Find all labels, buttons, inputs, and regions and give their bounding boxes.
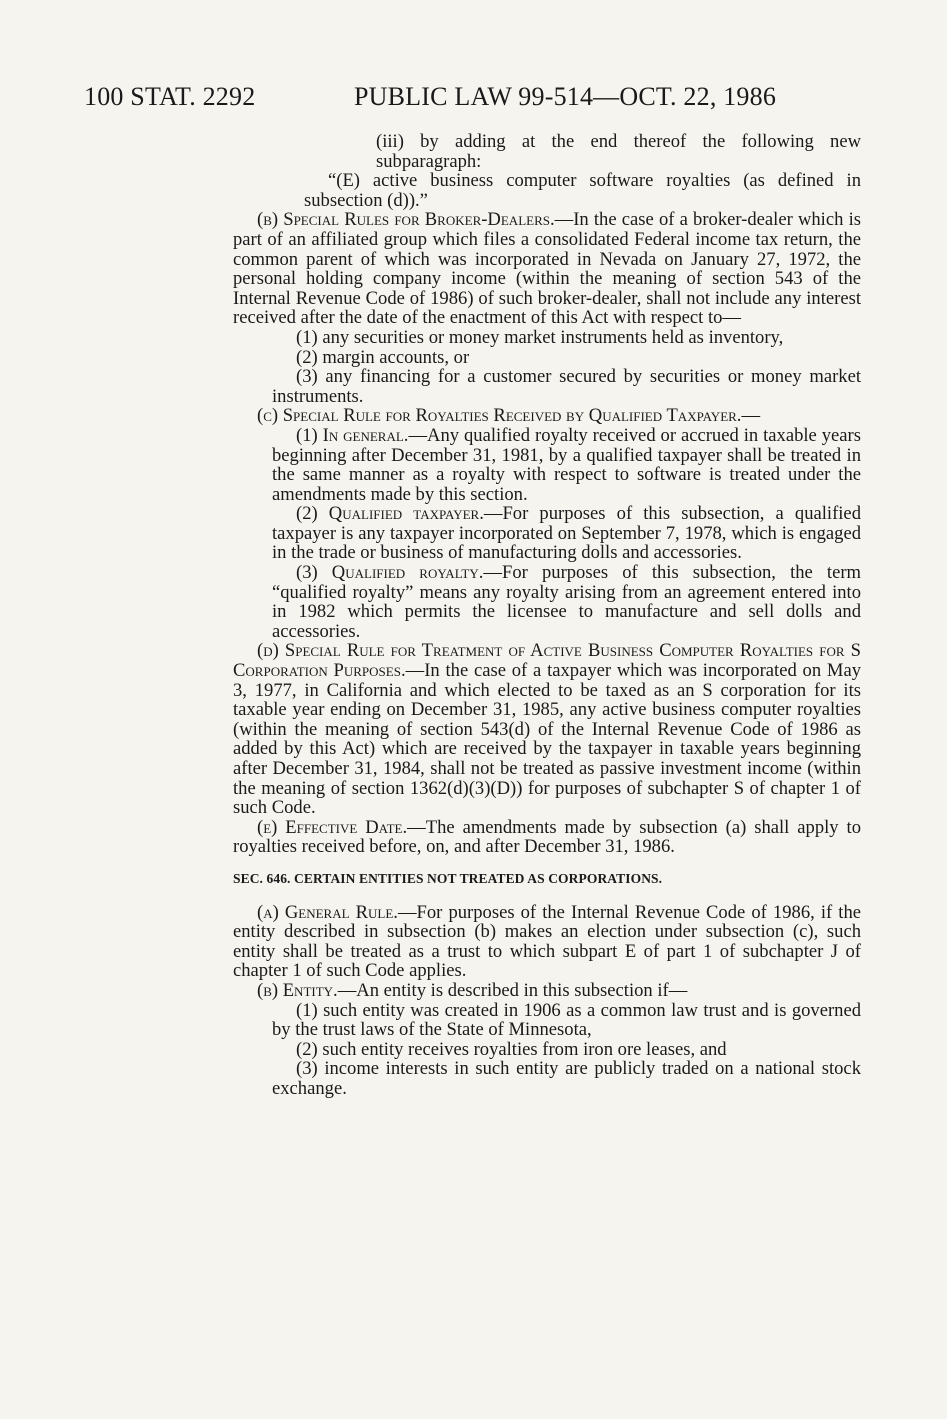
section-646-a-heading: (a) General Rule. <box>257 901 398 923</box>
subsection-c-1: (1) In general.—Any qualified royalty received or accrued in taxable years beginning after December 31, 1981, by a qualified taxpayer shall be treated in the same manner as a royalty with respect to software is treated under the amendments made by this section. <box>272 424 861 505</box>
subsection-b-2: (2) margin accounts, or <box>296 346 470 368</box>
section-646-b-1: (1) such entity was created in 1906 as a common law trust and is governed by the trust laws of the State of Minnesota, <box>272 999 861 1041</box>
subsection-c-heading: (c) Special Rule for Royalties Received by Qualified Taxpayer. <box>257 405 742 427</box>
clause-iii: (iii) by adding at the end thereof the following new subparagraph: <box>376 131 861 172</box>
law-title: PUBLIC LAW 99-514—OCT. 22, 1986 <box>354 82 777 111</box>
subsection-d: (d) Special Rule for Treatment of Active Business Computer Royalties for S Corporation Purposes.—In the case of a taxpayer which was incorporated on May 3, 1977, in California and which elected to be taxed as an S corporation for its taxable year ending on December 31, 1985, any active business computer royalties (within the meaning of section 543(d) of the Internal Revenue Code of 1986 as added by this Act) which are received by the taxpayer in taxable years beginning after December 31, 1984, shall not be treated as passive investment income (within the meaning of section 1362(d)(3)(D)) for purposes of subchapter S of chapter 1 of such Code. <box>233 640 861 819</box>
document-body <box>233 132 861 1099</box>
subsection-d-heading: (d) Special Rule for Treatment of Active Business Computer Royalties for S Corporation Purposes. <box>233 640 861 682</box>
subsection-c-3: (3) Qualified royalty.—For purposes of this subsection, the term “qualified royalty” means any royalty arising from an agreement entered into in 1982 which permits the licensee to manufacture and sell dolls and accessories. <box>272 562 861 642</box>
subsection-c: (c) Special Rule for Royalties Received by Qualified Taxpayer.— <box>257 405 761 427</box>
section-646-heading: SEC. 646. CERTAIN ENTITIES NOT TREATED AS CORPORATIONS. <box>233 870 663 886</box>
subsection-c-2: (2) Qualified taxpayer.—For purposes of this subsection, a qualified taxpayer is any taxpayer incorporated on September 7, 1978, which is engaged in the trade or business of manufacturing dolls and accessories. <box>272 503 861 564</box>
stat-citation: 100 STAT. 2292 <box>84 82 256 111</box>
subsection-b-1: (1) any securities or money market instruments held as inventory, <box>296 326 784 348</box>
subsection-b-3: (3) any financing for a customer secured by securities or money market instruments. <box>272 366 861 407</box>
subsection-b: (b) Special Rules for Broker-Dealers.—In the case of a broker-dealer which is part of an affiliated group which files a consolidated Federal income tax return, the common parent of which was incorporated in Nevada on January 27, 1972, the personal holding company income (within the meaning of section 543 of the Internal Revenue Code of 1986) of such broker-dealer, shall not include any interest received after the date of the enactment of this Act with respect to— <box>233 209 861 329</box>
subparagraph-E: “(E) active business computer software royalties (as defined in subsection (d)).” <box>304 170 861 211</box>
section-646-b: (b) Entity.—An entity is described in this subsection if— <box>257 979 688 1001</box>
subsection-c-3-heading: (3) Qualified royalty. <box>296 562 484 584</box>
subsection-c-2-heading: (2) Qualified taxpayer. <box>296 503 484 525</box>
subsection-e-heading: (e) Effective Date. <box>257 816 408 838</box>
section-646-b-3: (3) income interests in such entity are publicly traded on a national stock exchange. <box>272 1058 861 1099</box>
section-646-a: (a) General Rule.—For purposes of the Internal Revenue Code of 1986, if the entity described in subsection (b) makes an election under subsection (c), such entity shall be treated as a trust to which subpart E of part 1 of subchapter J of chapter 1 of such Code applies. <box>233 901 861 982</box>
subsection-c-1-heading: (1) In general. <box>296 424 409 446</box>
subsection-e: (e) Effective Date.—The amendments made by subsection (a) shall apply to royalties received before, on, and after December 31, 1986. <box>233 816 861 858</box>
section-646-b-heading: (b) Entity. <box>257 979 338 1001</box>
subsection-b-heading: (b) Special Rules for Broker-Dealers. <box>257 209 555 231</box>
section-646-b-2: (2) such entity receives royalties from iron ore leases, and <box>296 1038 727 1060</box>
